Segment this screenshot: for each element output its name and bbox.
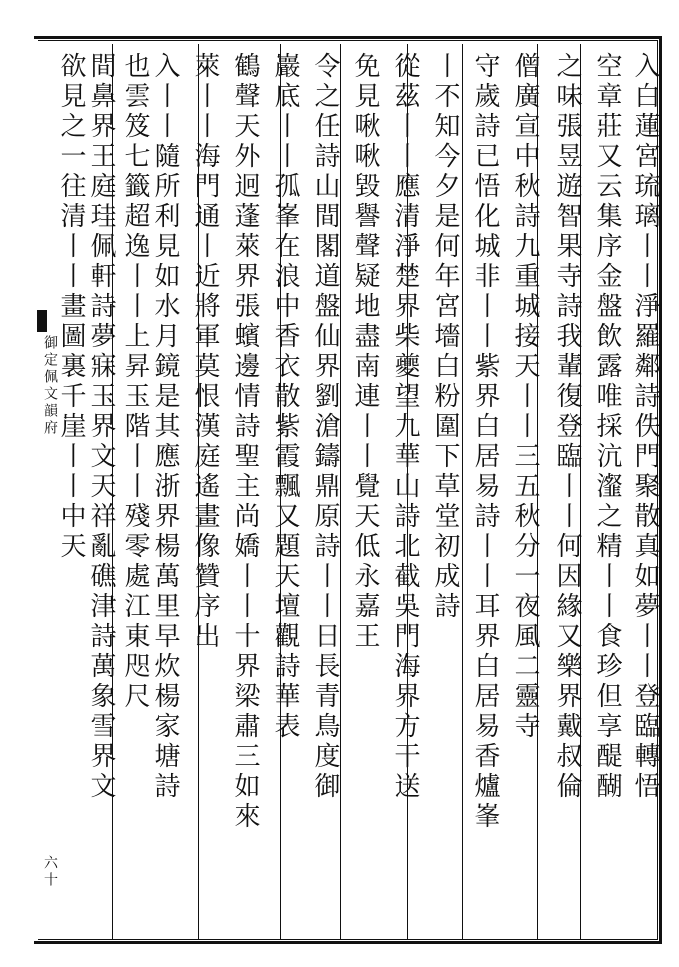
text-column: 入丨丨隨所利見如水月鏡是其應浙界楊萬里早炊楊家塘詩 [150,52,180,802]
text-column: 入白蓮宮琉璃丨丨淨羅鄰詩佚門聚散真如夢丨丨登臨轉悟 [630,52,660,802]
text-column: 空章莊又云集序金盤飲露唯採沆瀣之精丨丨食珍但享醍醐 [592,52,622,802]
text-column: 丨不知今夕是何年宮墻白粉圍下草堂初成詩 [430,52,460,622]
book-title: 御定佩文韻府 [42,335,58,437]
text-column: 間鼻界王庭珪佩軒詩夢寐玉界文天祥亂礁津詩萬象雪界文 [86,52,116,802]
text-column: 令之任詩山間閣道盤仙界劉滄鑄鼎原詩丨丨日長青鳥度御 [310,52,340,802]
text-column: 從茲丨丨應清淨楚界柴夔望九華山詩北截吳門海界方干送 [390,52,420,802]
column-rule [462,44,463,939]
text-column: 免見啾啾毀譽聲疑地盡南連丨丨覺天低永嘉王 [350,52,380,652]
fishtail-mark [37,310,47,332]
text-column: 之味張昱遊智果寺詩我輩復登臨丨丨何因緣又樂界戴叔倫 [552,52,582,802]
text-column: 鶴聲天外迥蓬萊界張蠙邊情詩聖主尚嬌丨丨十界梁肅三如來 [230,52,260,832]
text-column: 巖底丨丨孤峯在浪中香衣散紫霞飄又題天壇觀詩華表 [270,52,300,742]
text-column: 僧廣宣中秋詩九重城接天丨丨三五秋分一夜風二靈寺 [510,52,540,742]
text-column: 守歲詩已悟化城非丨丨紫界白居易詩丨丨耳界白居易香爐峯 [470,52,500,832]
text-column: 也雲笈七籤超逸丨丨上昇玉階丨丨殘零處江東咫尺 [120,52,150,712]
text-column: 欲見之一往清丨丨畫圖裏千崖丨丨中天 [56,52,86,562]
text-column: 萊丨丨海門通丨近將軍莫恨漢庭遙畫像贊序出 [190,52,220,652]
page-number: 六十 [42,855,58,889]
